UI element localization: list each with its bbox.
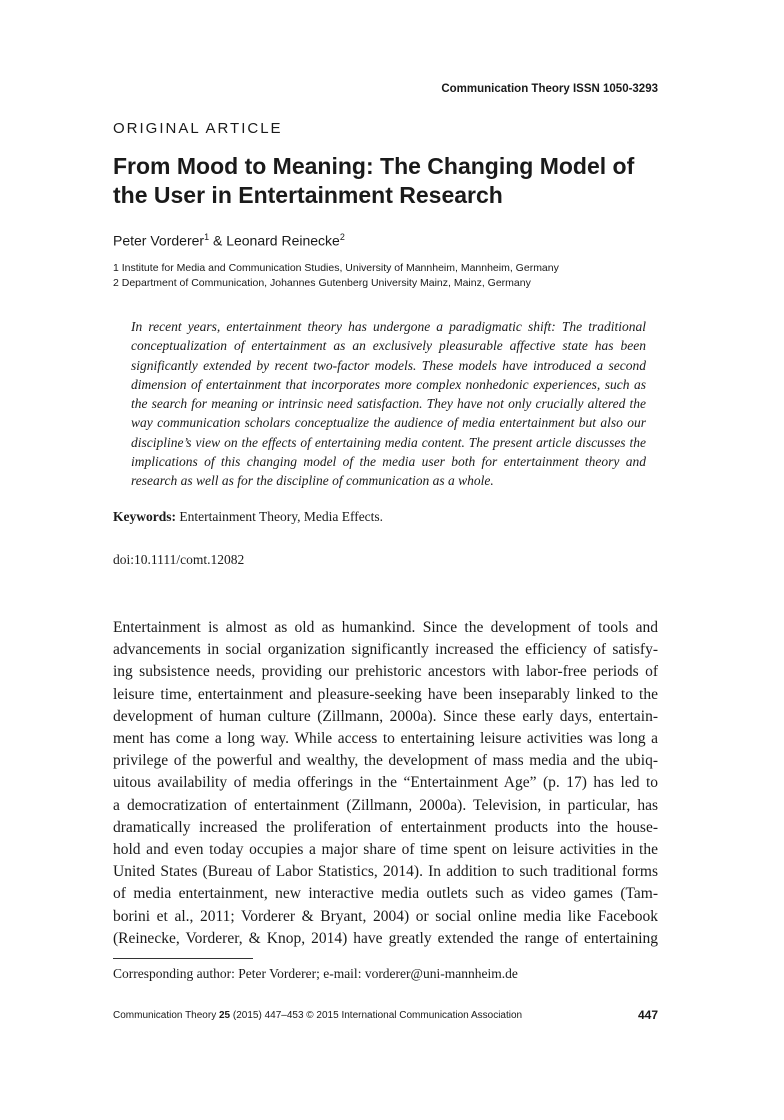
keywords-label: Keywords:: [113, 509, 176, 524]
body-line: advancements in social organization significantly increased the efficiency of satisfy-: [113, 641, 658, 659]
affiliation-marker: 2: [339, 232, 345, 242]
body-line: leisure time, entertainment and pleasure-seeking have been inseparably linked to the: [113, 685, 658, 703]
body-line: dramatically increased the proliferation of entertainment products into the house-: [113, 818, 658, 836]
doi: doi:10.1111/comt.12082: [113, 552, 245, 567]
footnote-divider: [113, 958, 253, 959]
body-line: ment has come a long way. While access to entertaining leisure activities was long a: [113, 730, 658, 748]
body-line: of media entertainment, new interactive media outlets such as video games (Tam-: [113, 885, 658, 903]
body-paragraph: [113, 617, 658, 950]
abstract: In recent years, entertainment theory has undergone a paradigmatic shift: The traditional conceptualization of entertainment as an exclusively pleasurable affective state has been significantly extended by recent two-factor models. These models have introduced a second dimension of entertainment that incorporates more complex nonhedonic experiences, such as the search for meaning or intrinsic need satisfaction. They have not only crucially altered the way communication scholars conceptualize the audience of media entertainment but also our discipline’s view on the effects of entertaining media content. The present article discusses the implications of this changing model of the media user both for entertainment theory and research as well as for the discipline of communication as a whole.: [131, 319, 646, 489]
keywords-value: Entertainment Theory, Media Effects.: [179, 509, 384, 524]
article-title: From Mood to Meaning: The Changing Model of the User in Entertainment Research: [113, 153, 635, 208]
keywords: [113, 509, 383, 525]
affiliations: [113, 261, 559, 291]
journal-header: Communication Theory ISSN 1050-3293: [441, 83, 658, 95]
footer-volume: 25: [218, 1010, 231, 1021]
body-line: ing subsistence needs, providing our prehistoric ancestors with labor-free periods of: [113, 663, 658, 681]
body-line: United States (Bureau of Labor Statistics, 2014). In addition to such traditional forms: [113, 863, 658, 881]
footer-citation-prefix: Communication Theory: [113, 1010, 219, 1021]
affiliation-line: 2 Department of Communication, Johannes Gutenberg University Mainz, Mainz, Germany: [113, 277, 531, 289]
body-line: development of human culture (Zillmann, 2000a). Since these early days, entertain-: [113, 707, 658, 725]
body-line: borini et al., 2011; Vorderer & Bryant, 2004) or social online media like Facebook: [113, 907, 658, 925]
affiliation-line: 1 Institute for Media and Communication Studies, University of Mannheim, Mannheim, Germany: [113, 262, 559, 274]
body-line: a democratization of entertainment (Zillmann, 2000a). Television, in particular, has: [113, 796, 658, 814]
footer-citation: [113, 1010, 522, 1021]
author-list: [113, 232, 345, 249]
body-line: Entertainment is almost as old as humankind. Since the development of tools and: [113, 619, 658, 636]
author-name: Peter Vorderer: [113, 232, 205, 249]
corresponding-author-footnote: Corresponding author: Peter Vorderer; e-mail: vorderer@uni-mannheim.de: [113, 966, 518, 981]
body-line: privilege of the powerful and wealthy, the development of mass media and the ubiq-: [113, 752, 658, 770]
body-line: hold and even today occupies a major share of time spent on leisure activities in the: [113, 841, 658, 859]
footer-citation-suffix: (2015) 447–453 © 2015 International Communication Association: [230, 1010, 523, 1021]
body-line: (Reinecke, Vorderer, & Knop, 2014) have greatly extended the range of entertaining: [113, 929, 658, 947]
article-type-label: ORIGINAL ARTICLE: [113, 120, 283, 137]
body-line: uitous availability of media offerings in the “Entertainment Age” (p. 17) has led to: [113, 774, 658, 792]
author-separator: &: [212, 232, 223, 249]
page-number: 447: [637, 1008, 658, 1022]
affiliation-marker: 1: [204, 232, 210, 242]
author-name: Leonard Reinecke: [226, 232, 340, 249]
